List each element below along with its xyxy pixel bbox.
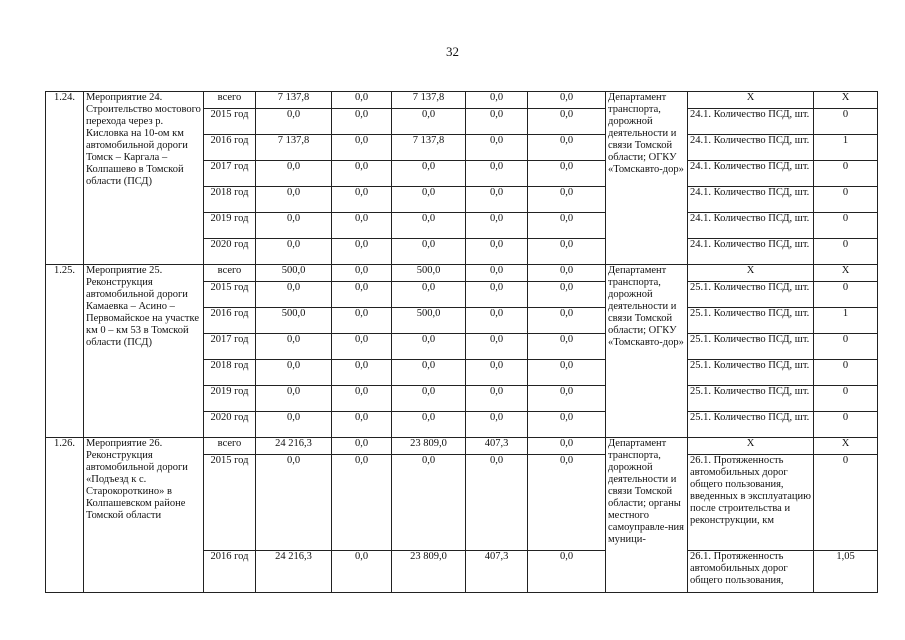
value-cell: 0,0	[528, 135, 606, 161]
value-cell: 0,0	[256, 386, 332, 412]
value-cell: 0,0	[466, 386, 528, 412]
year-cell: 2016 год	[204, 551, 256, 593]
indicator-value: 0	[814, 213, 878, 239]
section-name: Мероприятие 25. Реконструкция автомобильной дороги Камаевка – Асино – Первомайское на участке км 0 – км 53 в Томской области (ПСД)	[84, 265, 204, 438]
value-cell: 0,0	[528, 308, 606, 334]
value-cell: 7 137,8	[256, 135, 332, 161]
year-cell: всего	[204, 92, 256, 109]
value-cell: 0,0	[392, 187, 466, 213]
value-cell: 7 137,8	[392, 92, 466, 109]
executor-cell: Департамент транспорта, дорожной деятельности и связи Томской области; органы местного самоуправле-ния муници-	[606, 438, 688, 593]
value-cell: 0,0	[392, 213, 466, 239]
value-cell: 7 137,8	[392, 135, 466, 161]
value-cell: 0,0	[392, 109, 466, 135]
value-cell: 0,0	[332, 213, 392, 239]
value-cell: 0,0	[466, 455, 528, 551]
value-cell: 23 809,0	[392, 438, 466, 455]
value-cell: 0,0	[466, 239, 528, 265]
program-table	[45, 91, 878, 593]
indicator-value: 0	[814, 412, 878, 438]
value-cell: 0,0	[392, 282, 466, 308]
indicator-cell: 24.1. Количество ПСД, шт.	[688, 187, 814, 213]
value-cell: 0,0	[528, 213, 606, 239]
indicator-cell: 25.1. Количество ПСД, шт.	[688, 360, 814, 386]
page-number: 32	[446, 44, 459, 59]
section-code: 1.24.	[46, 92, 84, 265]
indicator-value: Х	[814, 92, 878, 109]
year-cell: 2015 год	[204, 282, 256, 308]
value-cell: 0,0	[332, 334, 392, 360]
indicator-value: 0	[814, 360, 878, 386]
value-cell: 0,0	[392, 360, 466, 386]
value-cell: 0,0	[528, 161, 606, 187]
year-cell: 2019 год	[204, 213, 256, 239]
indicator-cell: 24.1. Количество ПСД, шт.	[688, 135, 814, 161]
value-cell: 0,0	[528, 187, 606, 213]
value-cell: 0,0	[466, 265, 528, 282]
table-row	[46, 265, 878, 282]
value-cell: 0,0	[528, 438, 606, 455]
indicator-value: 1	[814, 308, 878, 334]
indicator-value: 0	[814, 386, 878, 412]
value-cell: 0,0	[528, 551, 606, 593]
year-cell: 2019 год	[204, 386, 256, 412]
indicator-value: 0	[814, 334, 878, 360]
year-cell: 2018 год	[204, 187, 256, 213]
indicator-cell: 26.1. Протяженность автомобильных дорог общего пользования,	[688, 551, 814, 593]
section-code: 1.26.	[46, 438, 84, 593]
value-cell: 0,0	[466, 334, 528, 360]
value-cell: 0,0	[528, 282, 606, 308]
indicator-cell: 24.1. Количество ПСД, шт.	[688, 109, 814, 135]
year-cell: 2015 год	[204, 109, 256, 135]
indicator-value: 1,05	[814, 551, 878, 593]
value-cell: 0,0	[256, 334, 332, 360]
year-cell: 2017 год	[204, 161, 256, 187]
value-cell: 0,0	[332, 109, 392, 135]
value-cell: 0,0	[528, 360, 606, 386]
value-cell: 0,0	[256, 282, 332, 308]
value-cell: 0,0	[332, 360, 392, 386]
indicator-value: Х	[814, 438, 878, 455]
table-row	[46, 92, 878, 109]
value-cell: 0,0	[466, 412, 528, 438]
value-cell: 0,0	[332, 239, 392, 265]
value-cell: 0,0	[332, 412, 392, 438]
year-cell: 2016 год	[204, 135, 256, 161]
indicator-cell: 25.1. Количество ПСД, шт.	[688, 386, 814, 412]
value-cell: 0,0	[528, 455, 606, 551]
value-cell: 0,0	[528, 334, 606, 360]
indicator-value: 0	[814, 161, 878, 187]
value-cell: 0,0	[332, 386, 392, 412]
value-cell: 23 809,0	[392, 551, 466, 593]
section-name: Мероприятие 24. Строительство мостового перехода через р. Кисловка на 10-ом км автомобильной дороги Томск – Каргала – Колпашево в Томской области (ПСД)	[84, 92, 204, 265]
year-cell: 2015 год	[204, 455, 256, 551]
value-cell: 0,0	[466, 135, 528, 161]
indicator-cell: Х	[688, 438, 814, 455]
year-cell: 2017 год	[204, 334, 256, 360]
indicator-cell: 26.1. Протяженность автомобильных дорог общего пользования, введенных в эксплуатацию после строительства и реконструкции, км	[688, 455, 814, 551]
indicator-value: Х	[814, 265, 878, 282]
indicator-value: 0	[814, 282, 878, 308]
indicator-cell: 24.1. Количество ПСД, шт.	[688, 239, 814, 265]
executor-cell: Департамент транспорта, дорожной деятельности и связи Томской области; ОГКУ «Томскавто-дор»	[606, 92, 688, 265]
value-cell: 500,0	[392, 265, 466, 282]
indicator-cell: 25.1. Количество ПСД, шт.	[688, 334, 814, 360]
value-cell: 0,0	[332, 265, 392, 282]
value-cell: 0,0	[256, 455, 332, 551]
value-cell: 500,0	[392, 308, 466, 334]
value-cell: 0,0	[332, 282, 392, 308]
value-cell: 0,0	[332, 92, 392, 109]
value-cell: 0,0	[256, 161, 332, 187]
value-cell: 0,0	[528, 239, 606, 265]
indicator-cell: Х	[688, 265, 814, 282]
year-cell: всего	[204, 265, 256, 282]
value-cell: 0,0	[332, 455, 392, 551]
value-cell: 0,0	[466, 213, 528, 239]
value-cell: 0,0	[256, 109, 332, 135]
value-cell: 24 216,3	[256, 438, 332, 455]
value-cell: 0,0	[528, 109, 606, 135]
value-cell: 0,0	[466, 308, 528, 334]
value-cell: 500,0	[256, 265, 332, 282]
value-cell: 0,0	[466, 187, 528, 213]
value-cell: 407,3	[466, 551, 528, 593]
indicator-cell: 24.1. Количество ПСД, шт.	[688, 213, 814, 239]
indicator-value: 0	[814, 187, 878, 213]
year-cell: всего	[204, 438, 256, 455]
value-cell: 0,0	[332, 438, 392, 455]
value-cell: 0,0	[256, 239, 332, 265]
value-cell: 0,0	[466, 282, 528, 308]
value-cell: 7 137,8	[256, 92, 332, 109]
year-cell: 2020 год	[204, 239, 256, 265]
year-cell: 2020 год	[204, 412, 256, 438]
value-cell: 0,0	[332, 308, 392, 334]
value-cell: 0,0	[528, 386, 606, 412]
value-cell: 0,0	[256, 213, 332, 239]
value-cell: 0,0	[392, 386, 466, 412]
value-cell: 24 216,3	[256, 551, 332, 593]
value-cell: 0,0	[528, 265, 606, 282]
table-row	[46, 438, 878, 455]
value-cell: 0,0	[256, 360, 332, 386]
value-cell: 0,0	[332, 161, 392, 187]
year-cell: 2018 год	[204, 360, 256, 386]
indicator-value: 0	[814, 239, 878, 265]
indicator-value: 1	[814, 135, 878, 161]
value-cell: 0,0	[392, 239, 466, 265]
value-cell: 0,0	[392, 161, 466, 187]
value-cell: 0,0	[332, 187, 392, 213]
value-cell: 0,0	[466, 161, 528, 187]
value-cell: 0,0	[466, 360, 528, 386]
indicator-cell: 24.1. Количество ПСД, шт.	[688, 161, 814, 187]
value-cell: 0,0	[528, 412, 606, 438]
value-cell: 0,0	[332, 135, 392, 161]
value-cell: 500,0	[256, 308, 332, 334]
value-cell: 0,0	[256, 412, 332, 438]
indicator-cell: 25.1. Количество ПСД, шт.	[688, 282, 814, 308]
indicator-value: 0	[814, 109, 878, 135]
executor-cell: Департамент транспорта, дорожной деятельности и связи Томской области; ОГКУ «Томскавто-дор»	[606, 265, 688, 438]
indicator-cell: 25.1. Количество ПСД, шт.	[688, 308, 814, 334]
value-cell: 0,0	[466, 92, 528, 109]
value-cell: 0,0	[466, 109, 528, 135]
value-cell: 0,0	[392, 334, 466, 360]
value-cell: 0,0	[528, 92, 606, 109]
year-cell: 2016 год	[204, 308, 256, 334]
indicator-cell: 25.1. Количество ПСД, шт.	[688, 412, 814, 438]
value-cell: 0,0	[256, 187, 332, 213]
value-cell: 0,0	[332, 551, 392, 593]
value-cell: 407,3	[466, 438, 528, 455]
indicator-value: 0	[814, 455, 878, 551]
value-cell: 0,0	[392, 412, 466, 438]
value-cell: 0,0	[392, 455, 466, 551]
section-code: 1.25.	[46, 265, 84, 438]
section-name: Мероприятие 26. Реконструкция автомобильной дороги «Подъезд к с. Старокороткино» в Колпашевском районе Томской области	[84, 438, 204, 593]
indicator-cell: Х	[688, 92, 814, 109]
